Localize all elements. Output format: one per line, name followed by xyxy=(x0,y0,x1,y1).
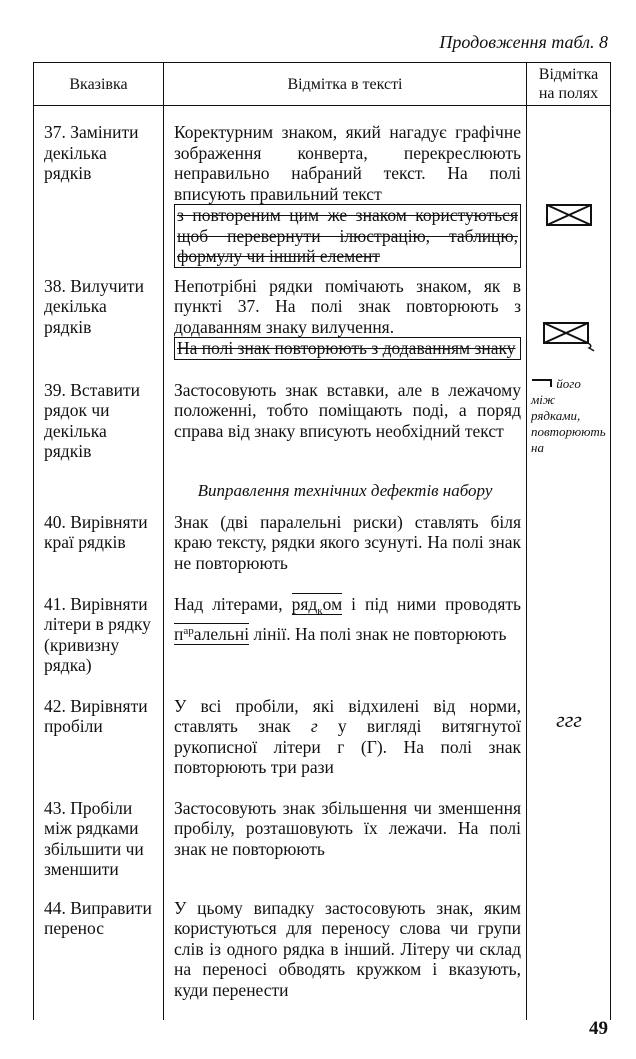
aligned-word: ряд$_к$ом xyxy=(291,593,343,617)
text-mark-cell: Знак (дві паралельні риски) ставлять біля краю тексту, рядки якого зсунуті. На полі знак не повторюють xyxy=(164,508,527,588)
instruction-cell: 39. Вставити рядок чи декілька рядків xyxy=(34,368,164,478)
envelope-icon xyxy=(546,204,592,233)
instruction-cell: 43. Пробіли між рядками збільшити чи зменшити xyxy=(34,792,164,892)
text-mark-cell: Застосовують знак збільшення чи зменшення пробілу, розташовують їх лежачи. На полі знак не повторюють xyxy=(164,792,527,892)
margin-cell xyxy=(527,792,611,892)
margin-cell xyxy=(527,368,611,478)
section-subheading: Виправлення технічних дефектів набору xyxy=(197,480,493,500)
margin-cell xyxy=(527,892,611,1020)
margin-cell xyxy=(527,588,611,692)
text-mark-cell: Застосовують знак вставки, але в лежачому положенні, тобто поміщають поді, а поряд справа від знаку вписують необхідний текст xyxy=(164,368,527,478)
spacing-sign: г xyxy=(310,716,318,736)
aligned-word: $п^{ар}алельні$ xyxy=(174,624,250,644)
text-mark-cell xyxy=(164,106,527,268)
margin-note: його між рядками, повторюють на xyxy=(531,375,606,455)
correction-table xyxy=(33,62,611,1020)
margin-cell xyxy=(527,508,611,588)
struck-text-block: з повтореним цим же знаком користуються щоб перевернути ілюстрацію, таблицю, формулу чи інший елемент xyxy=(174,204,521,268)
page-number: 49 xyxy=(589,1018,608,1039)
instruction-cell: 38. Вилучити декілька рядків xyxy=(34,268,164,368)
row-text: Непотрібні рядки помічають знаком, як в пункті 37. На полі знак повторюють з додаванням знаку вилучення. xyxy=(174,275,521,337)
instruction-cell: 42. Вирівняти пробіли xyxy=(34,692,164,792)
header-instruction: Вказівка xyxy=(34,63,164,106)
instruction-cell: 37. Замінити декілька рядків xyxy=(34,106,164,268)
instruction-cell: 41. Вирівняти літери в рядку (кривизну рядка) xyxy=(34,588,164,692)
instruction-cell: 44. Виправити перенос xyxy=(34,892,164,1020)
table-row xyxy=(34,106,611,268)
text-mark-cell xyxy=(164,268,527,368)
section-subheading-row xyxy=(34,478,611,508)
header-text-mark: Відмітка в тексті xyxy=(164,63,527,106)
table-row xyxy=(34,508,611,588)
struck-text-block: На полі знак повторюють з додаванням знаку xyxy=(174,337,521,360)
margin-cell xyxy=(527,106,611,268)
table-row xyxy=(34,588,611,692)
table-row xyxy=(34,792,611,892)
instruction-cell: 40. Вирівняти краї рядків xyxy=(34,508,164,588)
text-mark-cell: У всі пробіли, які відхилені від норми, ставлять знак г у вигляді витягнутої рукописної літери г (Г). На полі знак повторюють три рази xyxy=(164,692,527,792)
continuation-label: Продовження табл. 8 xyxy=(439,32,608,52)
table-row xyxy=(34,368,611,478)
text-mark-cell: Над літерами, ряд$_к$ом і під ними проводять $п^{ар}алельні$ лінії. На полі знак не повторюють xyxy=(164,588,527,692)
margin-triple-sign: ггг xyxy=(556,706,582,732)
text-mark-cell: У цьому випадку застосовують знак, яким користуються для переносу слова чи групи слів із одного рядка в інший. Літеру чи склад на переносі обводять кружком і вказують, куди перенести xyxy=(164,892,527,1020)
row-text: Коректурним знаком, який нагадує графічне зображення конверта, перекреслюють неправильно набраний текст. На полі вписують правильний текст xyxy=(174,122,521,204)
margin-cell xyxy=(527,268,611,368)
table-row xyxy=(34,268,611,368)
envelope-delete-icon xyxy=(543,322,595,359)
table-row xyxy=(34,692,611,792)
insert-sign-icon xyxy=(531,378,553,388)
header-margin-mark: Відмітка на полях xyxy=(527,63,611,106)
header-row xyxy=(34,63,611,106)
table-row xyxy=(34,892,611,1020)
margin-cell xyxy=(527,692,611,792)
